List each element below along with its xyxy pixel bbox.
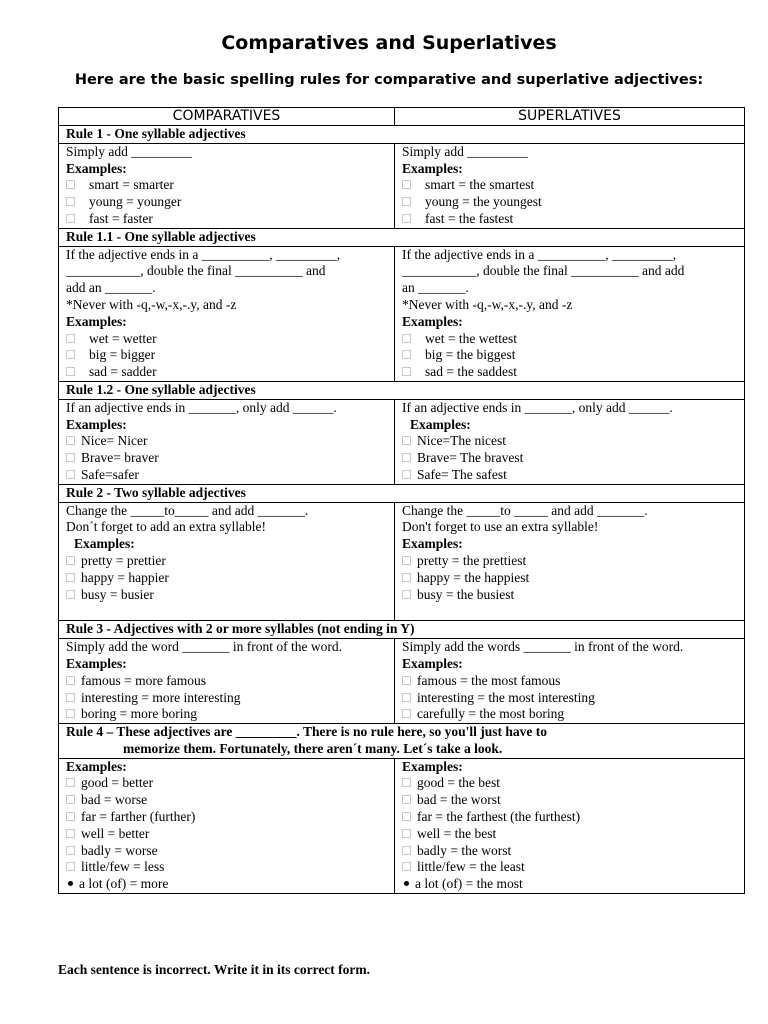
checkbox-square-icon [402,214,411,223]
example-item [66,706,388,723]
superlative-cell [395,246,745,381]
checkbox-square-icon [66,778,75,787]
rule-instruction-line: Simply add _________ [66,143,193,159]
examples-label: Examples: [402,160,463,176]
examples-label: Examples: [66,313,127,329]
example-text: Nice=The nicest [417,433,506,449]
rule-instruction-line: ___________, double the final __________ and add [402,263,685,279]
superlative-cell [395,639,745,724]
exercise-instruction: Each sentence is incorrect. Write it in its correct form. [58,962,371,977]
example-text: far = the farthest (the furthest) [417,809,581,825]
example-text: happy = happier [81,569,169,585]
bullet-icon [404,881,409,886]
superlatives-header: SUPERLATIVES [395,108,745,126]
example-item [402,690,738,707]
rule-title [59,228,745,246]
checkbox-square-icon [66,846,75,855]
example-item [66,211,388,228]
example-text: Brave= braver [81,450,159,466]
examples-label: Examples: [410,416,471,432]
example-item [66,690,388,707]
checkbox-square-icon [66,676,75,685]
example-text: busy = busier [81,586,154,602]
examples-label: Examples: [66,160,127,176]
comparative-cell [59,246,395,381]
example-text: Brave= The bravest [417,450,524,466]
checkbox-square-icon [66,197,75,206]
example-item [66,843,388,860]
rule-content-row [59,639,745,724]
rule-content-row [59,758,745,893]
example-item [402,775,738,792]
rule-title-row [59,228,745,246]
rule-instruction-line: Simply add _________ [402,143,529,159]
rule-instruction-line: *Never with -q,-w,-x,-.y, and -z [402,296,573,312]
example-item [66,775,388,792]
comparatives-header: COMPARATIVES [59,108,395,126]
example-item [402,843,738,860]
example-text: busy = the busiest [417,586,515,602]
example-text: young = the youngest [425,194,542,210]
example-item [402,177,738,194]
comparative-cell [59,758,395,893]
checkbox-square-icon [66,214,75,223]
example-text: badly = the worst [417,842,512,858]
example-item [66,450,388,467]
examples-label: Examples: [74,536,135,552]
checkbox-square-icon [66,709,75,718]
example-text: Safe=safer [81,466,139,482]
comparative-cell [59,502,395,621]
example-item [402,876,738,893]
superlative-cell [395,758,745,893]
example-item [66,792,388,809]
rule-title [59,621,745,639]
example-item [66,587,388,604]
checkbox-square-icon [66,573,75,582]
example-text: well = the best [417,825,497,841]
checkbox-square-icon [402,812,411,821]
example-text: well = better [81,825,150,841]
example-text: good = the best [417,775,500,791]
example-text: famous = more famous [81,672,206,688]
example-text: smart = the smartest [425,177,535,193]
rule-instruction-line: *Never with -q,-w,-x,-.y, and -z [66,296,237,312]
example-text: big = the biggest [425,347,516,363]
page-title: Comparatives and Superlatives [221,32,557,54]
rule-title-row [59,724,745,759]
examples-label: Examples: [66,416,127,432]
checkbox-square-icon [66,453,75,462]
checkbox-square-icon [402,846,411,855]
checkbox-square-icon [402,556,411,565]
example-text: pretty = the prettiest [417,552,527,568]
rule-instruction-line: Don't forget to use an extra syllable! [402,519,599,535]
checkbox-square-icon [66,470,75,479]
checkbox-square-icon [402,862,411,871]
example-text: smart = smarter [89,177,174,193]
example-item [66,194,388,211]
examples-label: Examples: [66,655,127,671]
example-item [402,826,738,843]
example-text: boring = more boring [81,706,197,722]
superlative-cell [395,143,745,228]
example-item [402,211,738,228]
checkbox-square-icon [402,350,411,359]
rule-title [59,484,745,502]
example-text: fast = faster [89,210,153,226]
bullet-icon [68,881,73,886]
example-item [66,570,388,587]
superlative-cell [395,399,745,484]
example-item [402,706,738,723]
comparative-cell [59,639,395,724]
checkbox-square-icon [402,470,411,479]
example-item [66,876,388,893]
rule-instruction-line: If an adjective ends in _______, only add ______. [402,399,673,415]
example-item [66,673,388,690]
example-item [66,177,388,194]
example-text: little/few = less [81,859,165,875]
examples-label: Examples: [402,536,463,552]
checkbox-square-icon [66,862,75,871]
example-item [402,809,738,826]
example-item [402,570,738,587]
checkbox-square-icon [66,829,75,838]
rule-title-text: Rule 2 - Two syllable adjectives [66,484,246,500]
checkbox-square-icon [402,795,411,804]
checkbox-square-icon [66,436,75,445]
example-item [66,331,388,348]
checkbox-square-icon [402,367,411,376]
example-item [66,826,388,843]
checkbox-square-icon [66,795,75,804]
example-text: young = younger [89,194,182,210]
rule-title-text: Rule 3 - Adjectives with 2 or more syllables (not ending in Y) [66,621,415,637]
checkbox-square-icon [402,180,411,189]
example-text: badly = worse [81,842,158,858]
example-item [66,809,388,826]
rule-title [59,126,745,144]
example-item [66,553,388,570]
comparative-cell [59,143,395,228]
rule-title-text: Rule 1.1 - One syllable adjectives [66,228,256,244]
example-text: interesting = the most interesting [417,689,595,705]
example-item [66,364,388,381]
rule-title-row [59,381,745,399]
checkbox-square-icon [66,367,75,376]
example-text: wet = the wettest [425,330,517,346]
examples-label: Examples: [402,655,463,671]
rule-instruction-line: If an adjective ends in _______, only add ______. [66,399,337,415]
checkbox-square-icon [402,436,411,445]
rule-title-row [59,484,745,502]
example-item [402,467,738,484]
checkbox-square-icon [402,709,411,718]
example-item [66,347,388,364]
example-item [402,433,738,450]
rule-instruction-line: Change the _____to _____ and add _______. [402,502,648,518]
example-text: pretty = prettier [81,552,166,568]
example-text: Safe= The safest [417,466,507,482]
example-text: wet = wetter [89,330,157,346]
checkbox-square-icon [402,453,411,462]
example-text: fast = the fastest [425,210,514,226]
example-item [402,194,738,211]
example-item [66,859,388,876]
rule-instruction-line: Simply add the word _______ in front of the word. [66,639,342,655]
checkbox-square-icon [66,590,75,599]
example-text: a lot (of) = the most [415,876,523,892]
checkbox-square-icon [402,829,411,838]
table-header-row [59,108,745,126]
rule-title-text: Rule 1.2 - One syllable adjectives [66,381,256,397]
rule-title [59,381,745,399]
example-text: far = farther (further) [81,809,196,825]
rule-instruction-line: If the adjective ends in a __________, _________, [66,246,341,262]
rule-title [59,724,745,759]
checkbox-square-icon [66,556,75,565]
checkbox-square-icon [402,676,411,685]
rules-table [58,107,745,894]
rule-instruction-line: ___________, double the final __________ and [66,263,326,279]
example-text: good = better [81,775,154,791]
example-item [402,673,738,690]
example-text: happy = the happiest [417,569,530,585]
checkbox-square-icon [402,573,411,582]
examples-label: Examples: [402,758,463,774]
checkbox-square-icon [66,693,75,702]
checkbox-square-icon [402,778,411,787]
rule-instruction-line: Change the _____to_____ and add _______. [66,502,309,518]
superlative-cell [395,502,745,621]
page-subtitle: Here are the basic spelling rules for comparative and superlative adjectives: [74,72,704,88]
example-text: bad = the worst [417,792,501,808]
rule-instruction-line: If the adjective ends in a __________, _________, [402,246,677,262]
example-text: sad = the saddest [425,364,517,380]
rule-content-row [59,502,745,621]
example-item [402,553,738,570]
examples-label: Examples: [66,758,127,774]
checkbox-square-icon [66,350,75,359]
example-text: sad = sadder [89,364,157,380]
example-item [402,587,738,604]
example-text: big = bigger [89,347,156,363]
example-item [402,859,738,876]
rule-title-text: Rule 1 - One syllable adjectives [66,126,246,141]
example-item [402,331,738,348]
rule-title-row [59,126,745,144]
rule-instruction-line: an _______. [402,280,469,296]
example-text: famous = the most famous [417,672,561,688]
example-text: interesting = more interesting [81,689,241,705]
rule-title-row [59,621,745,639]
comparative-cell [59,399,395,484]
rule-instruction-line: add an _______. [66,280,156,296]
rule-content-row [59,143,745,228]
rule-instruction-line: Don´t forget to add an extra syllable! [66,519,266,535]
rule-content-row [59,399,745,484]
example-item [402,347,738,364]
checkbox-square-icon [66,812,75,821]
examples-label: Examples: [402,313,463,329]
checkbox-square-icon [402,590,411,599]
example-item [402,792,738,809]
checkbox-square-icon [402,334,411,343]
checkbox-square-icon [402,197,411,206]
example-item [402,364,738,381]
example-text: little/few = the least [417,859,525,875]
rule-instruction-line: Simply add the words _______ in front of the word. [402,639,684,655]
rule-title-text: Rule 4 – These adjectives are _________. There is no rule here, so you'll just have to [66,724,547,740]
example-item [66,433,388,450]
rule-content-row [59,246,745,381]
rule-title-text-line2: memorize them. Fortunately, there aren´t many. Let´s take a look. [123,740,503,756]
example-text: Nice= Nicer [81,433,148,449]
example-text: carefully = the most boring [417,706,565,722]
example-text: bad = worse [81,792,148,808]
example-text: a lot (of) = more [79,876,169,892]
example-item [66,467,388,484]
checkbox-square-icon [402,693,411,702]
checkbox-square-icon [66,334,75,343]
example-item [402,450,738,467]
checkbox-square-icon [66,180,75,189]
